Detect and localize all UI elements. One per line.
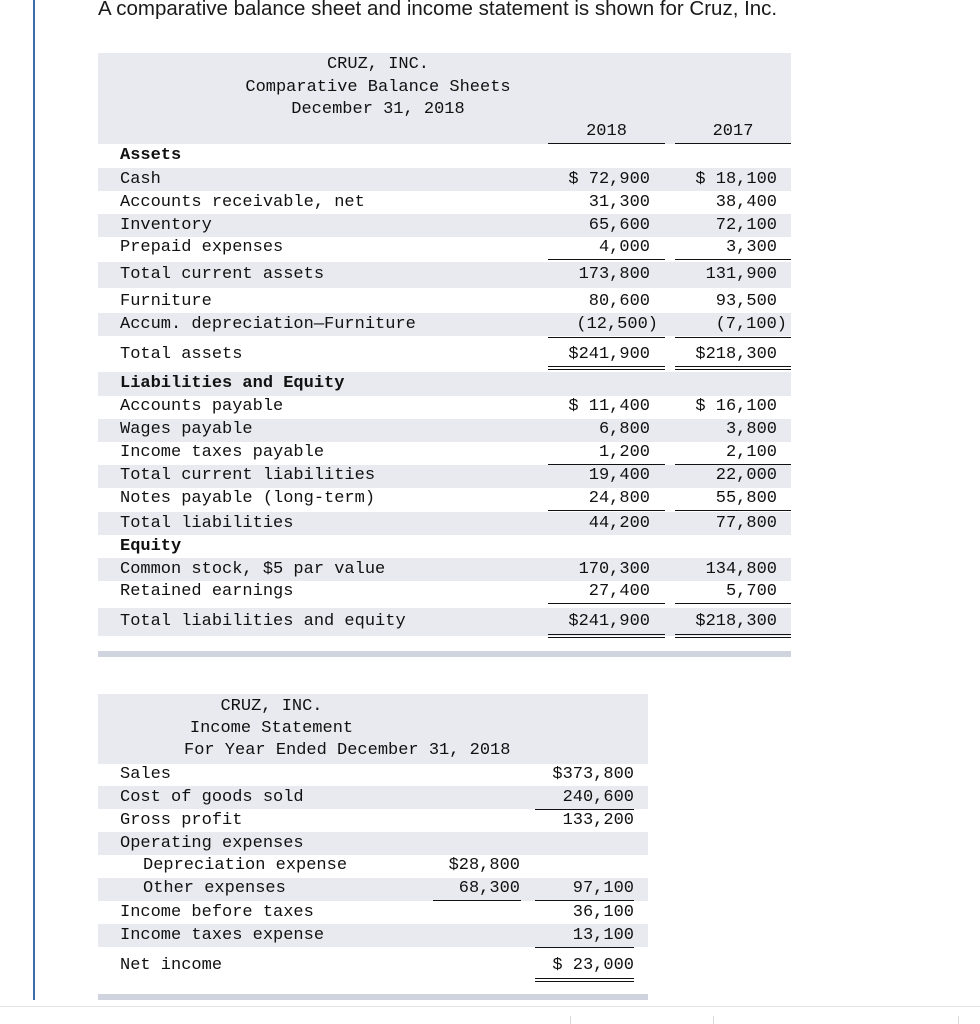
footer-tick (958, 1016, 959, 1024)
wages-2017: 3,800 (725, 420, 777, 439)
is-company (98, 697, 643, 717)
cash-label: Cash (120, 170, 161, 189)
double-underline (675, 637, 791, 638)
underline (548, 464, 665, 465)
notes-2018: 24,800 (588, 489, 650, 508)
tl-2018: 44,200 (588, 514, 650, 533)
underline (433, 900, 521, 901)
other-label: Other expenses (143, 879, 286, 898)
footer-tick (570, 1016, 571, 1024)
itp-2017: 2,100 (725, 443, 777, 462)
col-header-underline-2017 (675, 143, 791, 144)
bs-date: December 31, 2018 (291, 100, 465, 119)
re-label: Retained earnings (120, 582, 294, 601)
double-underline (675, 634, 791, 635)
tax-value: 13,100 (572, 926, 634, 945)
prepaid-2018: 4,000 (598, 238, 650, 257)
underline (675, 464, 791, 465)
assets-heading: Assets (120, 146, 182, 165)
ap-label: Accounts payable (120, 397, 284, 416)
underline (535, 809, 634, 810)
double-underline (535, 981, 634, 982)
inventory-label: Inventory (120, 216, 212, 235)
balance-sheet-bottom-bar (98, 651, 791, 657)
ar-label: Accounts receivable, net (120, 193, 365, 212)
cs-label: Common stock, $5 par value (120, 560, 386, 579)
re-2017: 5,700 (725, 582, 777, 601)
liabilities-heading: Liabilities and Equity (120, 374, 345, 393)
inventory-2017: 72,100 (715, 216, 777, 235)
tcl-2017: 22,000 (715, 466, 777, 485)
income-statement-bottom-bar (98, 994, 648, 1000)
total-opex-value: 97,100 (572, 879, 634, 898)
underline (535, 900, 634, 901)
itp-2018: 1,200 (598, 443, 650, 462)
is-title-text: Income Statement (189, 719, 354, 738)
cs-2018: 170,300 (578, 560, 650, 579)
cogs-label: Cost of goods sold (120, 788, 304, 807)
other-amount: 68,300 (458, 879, 520, 898)
wages-label: Wages payable (120, 420, 253, 439)
intro-text: A comparative balance sheet and income statement is shown for Cruz, Inc. (98, 0, 778, 20)
is-period: For Year Ended December 31, 2018 (184, 741, 511, 760)
tax-label: Income taxes expense (120, 926, 325, 945)
underline (548, 510, 665, 511)
prepaid-label: Prepaid expenses (120, 238, 284, 257)
accum-dep-2017: (7,100) (715, 315, 787, 334)
sales-value: $373,800 (552, 765, 634, 784)
gross-value: 133,200 (562, 811, 634, 830)
dep-amount: $28,800 (448, 856, 520, 875)
total-assets-2017: $218,300 (695, 345, 777, 364)
underline (548, 259, 665, 260)
tca-2018: 173,800 (578, 265, 650, 284)
col-header-underline-2018 (548, 143, 665, 144)
left-margin-rule (33, 0, 35, 1000)
tle-label: Total liabilities and equity (120, 612, 406, 631)
double-underline (535, 978, 634, 979)
net-income-label: Net income (120, 956, 223, 975)
col-header-2018: 2018 (586, 122, 627, 141)
underline (675, 510, 791, 511)
wages-2018: 6,800 (598, 420, 650, 439)
cash-2018: $ 72,900 (568, 170, 650, 189)
tl-label: Total liabilities (120, 514, 294, 533)
furniture-2017: 93,500 (715, 292, 777, 311)
total-assets-2018: $241,900 (568, 345, 650, 364)
bs-company: CRUZ, INC. (326, 55, 430, 74)
opex-heading: Operating expenses (120, 834, 304, 853)
dep-label: Depreciation expense (143, 856, 348, 875)
underline (548, 603, 665, 604)
double-underline (548, 366, 665, 367)
prepaid-2017: 3,300 (725, 238, 777, 257)
net-income-value: $ 23,000 (552, 956, 634, 975)
accum-dep-2018: (12,500) (576, 315, 658, 334)
sales-label: Sales (120, 765, 172, 784)
double-underline (548, 634, 665, 635)
tcl-2018: 19,400 (588, 466, 650, 485)
inventory-2018: 65,600 (588, 216, 650, 235)
cogs-value: 240,600 (562, 788, 634, 807)
underline (675, 259, 791, 260)
notes-label: Notes payable (long-term) (120, 489, 376, 508)
is-company-text: CRUZ, INC. (220, 697, 323, 716)
tca-label: Total current assets (120, 265, 325, 284)
footer-tick (713, 1016, 714, 1024)
double-underline (675, 366, 791, 367)
tle-2017: $218,300 (695, 612, 777, 631)
cash-2017: $ 18,100 (695, 170, 777, 189)
ar-2018: 31,300 (588, 193, 650, 212)
underline (675, 337, 791, 338)
bs-title: Comparative Balance Sheets (245, 78, 511, 97)
underline (535, 947, 634, 948)
underline (548, 337, 665, 338)
equity-heading: Equity (120, 537, 182, 556)
tcl-label: Total current liabilities (120, 466, 376, 485)
tca-2017: 131,900 (705, 265, 777, 284)
gross-label: Gross profit (120, 811, 243, 830)
ap-2018: $ 11,400 (568, 397, 650, 416)
is-title (98, 719, 643, 739)
footer-divider (0, 1006, 980, 1007)
ar-2017: 38,400 (715, 193, 777, 212)
ap-2017: $ 16,100 (695, 397, 777, 416)
tl-2017: 77,800 (715, 514, 777, 533)
total-assets-label: Total assets (120, 345, 243, 364)
cs-2017: 134,800 (705, 560, 777, 579)
double-underline (675, 369, 791, 370)
col-header-2017: 2017 (712, 122, 754, 141)
notes-2017: 55,800 (715, 489, 777, 508)
furniture-label: Furniture (120, 292, 212, 311)
itp-label: Income taxes payable (120, 443, 325, 462)
furniture-2018: 80,600 (588, 292, 650, 311)
re-2018: 27,400 (588, 582, 650, 601)
double-underline (548, 369, 665, 370)
double-underline (548, 637, 665, 638)
accum-dep-label: Accum. depreciation—Furniture (120, 315, 416, 334)
tle-2018: $241,900 (568, 612, 650, 631)
ibt-value: 36,100 (572, 903, 634, 922)
ibt-label: Income before taxes (120, 903, 314, 922)
underline (675, 603, 791, 604)
